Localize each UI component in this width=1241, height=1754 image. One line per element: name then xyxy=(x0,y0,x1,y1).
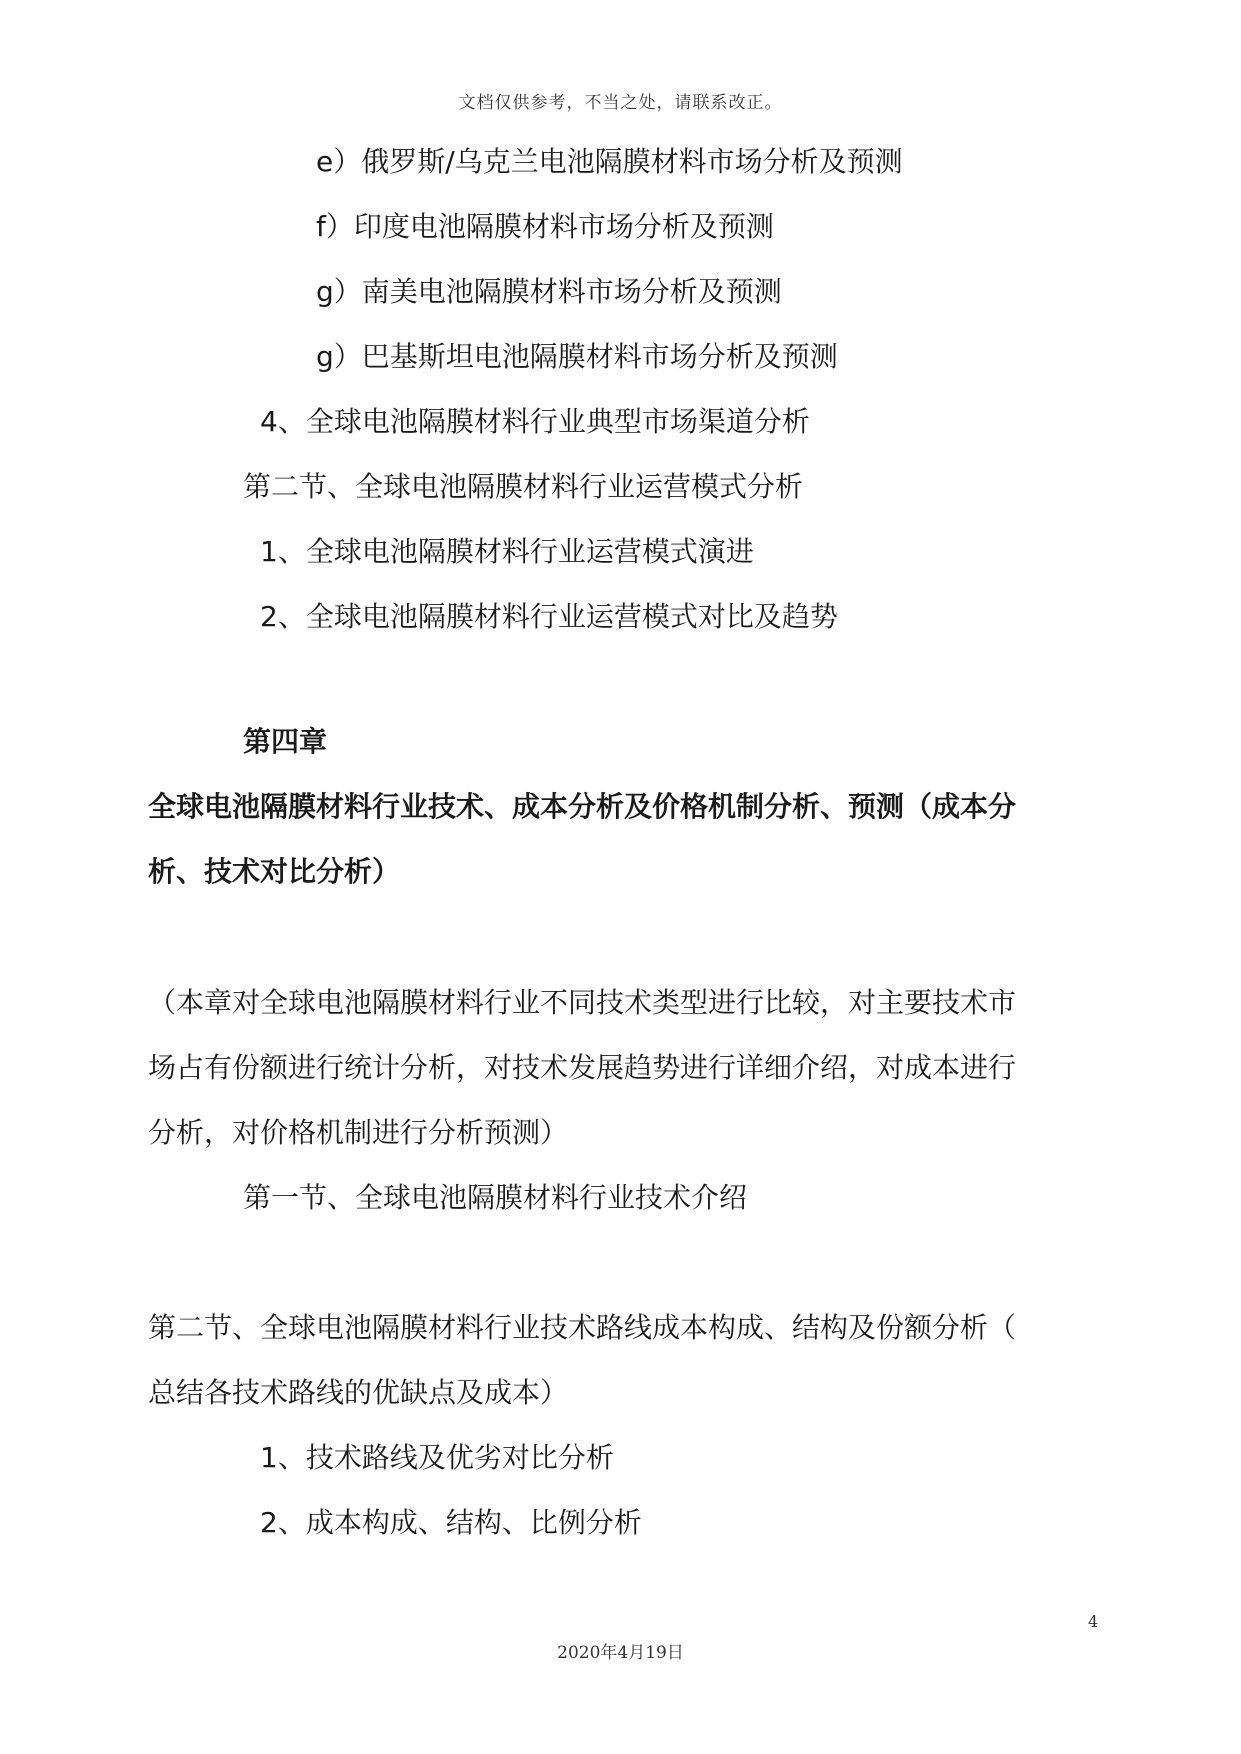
list-item: 2、全球电池隔膜材料行业运营模式对比及趋势 xyxy=(260,600,838,633)
list-item: 1、全球电池隔膜材料行业运营模式演进 xyxy=(260,535,754,568)
intro-line: 分析，对价格机制进行分析预测） xyxy=(148,1116,569,1149)
page-number: 4 xyxy=(1088,1612,1099,1631)
list-item: 1、技术路线及优劣对比分析 xyxy=(260,1441,614,1474)
chapter-title-line2: 析、技术对比分析） xyxy=(148,855,401,888)
list-item: f）印度电池隔膜材料市场分析及预测 xyxy=(316,210,774,243)
footer-date: 2020年4月19日 xyxy=(557,1643,684,1663)
section-heading: 总结各技术路线的优缺点及成本） xyxy=(148,1376,569,1409)
section-heading: 第一节、全球电池隔膜材料行业技术介绍 xyxy=(243,1181,748,1214)
list-item: 4、全球电池隔膜材料行业典型市场渠道分析 xyxy=(260,405,810,438)
list-item: g）南美电池隔膜材料市场分析及预测 xyxy=(316,275,782,308)
list-item: g）巴基斯坦电池隔膜材料市场分析及预测 xyxy=(316,340,838,373)
intro-line: 场占有份额进行统计分析，对技术发展趋势进行详细介绍，对成本进行 xyxy=(148,1051,1017,1084)
list-item: 2、成本构成、结构、比例分析 xyxy=(260,1506,642,1539)
intro-line: （本章对全球电池隔膜材料行业不同技术类型进行比较，对主要技术市 xyxy=(148,986,1017,1019)
section-heading: 第二节、全球电池隔膜材料行业运营模式分析 xyxy=(243,470,804,503)
section-heading: 第二节、全球电池隔膜材料行业技术路线成本构成、结构及份额分析（ xyxy=(148,1311,1017,1344)
list-item: e）俄罗斯/乌克兰电池隔膜材料市场分析及预测 xyxy=(316,145,903,178)
chapter-label: 第四章 xyxy=(243,725,328,758)
chapter-title-line1: 全球电池隔膜材料行业技术、成本分析及价格机制分析、预测（成本分 xyxy=(148,790,1017,823)
header-note: 文档仅供参考，不当之处，请联系改正。 xyxy=(458,93,783,113)
